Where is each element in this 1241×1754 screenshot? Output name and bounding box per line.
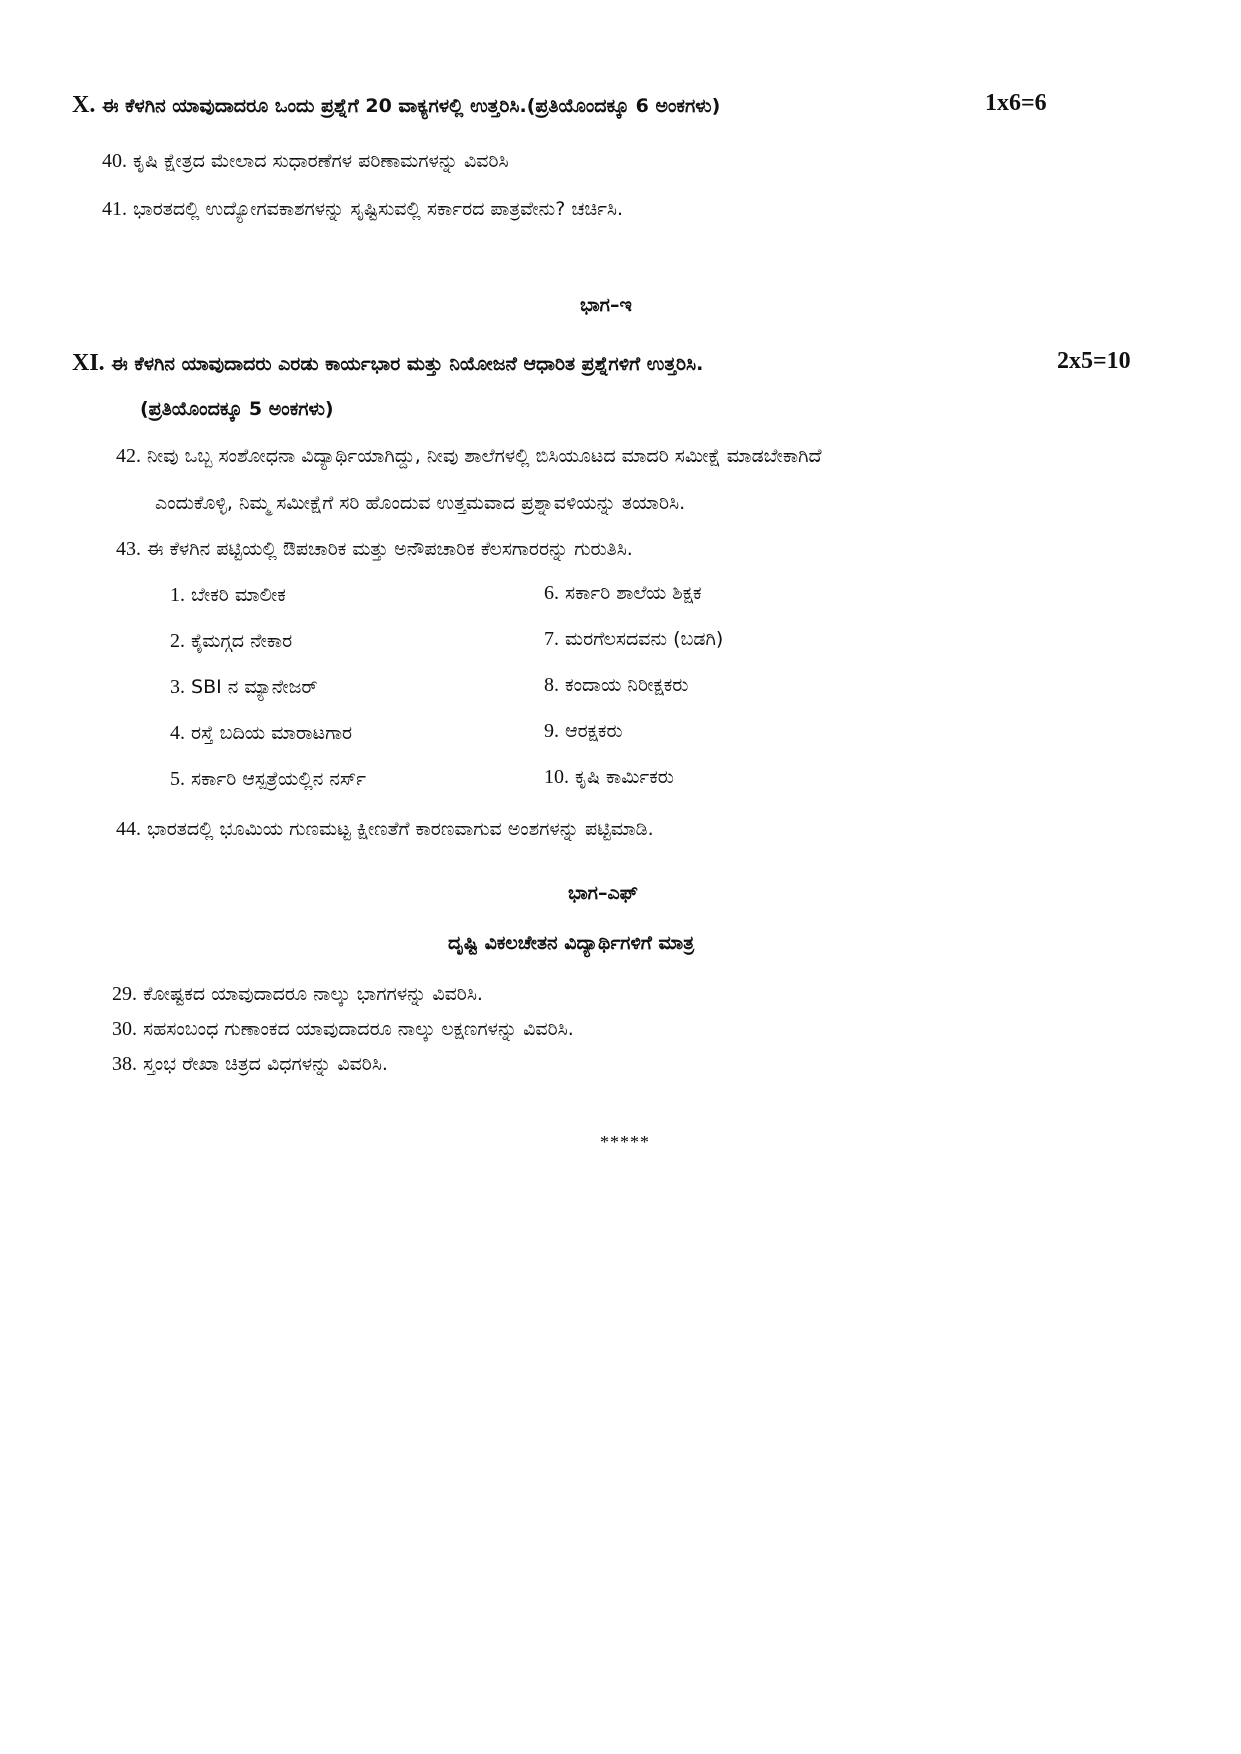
list-item-text: ಆರಕ್ಷಕರು [565,720,623,742]
section-xi-marks: 2x5=10 [1057,348,1131,374]
end-of-paper-marker: ***** [600,1132,650,1152]
list-item-text: ರಸ್ತೆ ಬದಿಯ ಮಾರಾಟಗಾರ [191,722,353,744]
list-item-number: 10. [544,766,569,788]
list-item-number: 1. [170,584,185,606]
list-item [544,582,702,605]
list-item-number: 7. [544,628,559,650]
section-x-marks: 1x6=6 [985,90,1047,116]
list-item-text: ಕಂದಾಯ ನಿರೀಕ್ಷಕರು [565,674,689,696]
section-xi-header [72,350,703,377]
question-text: ನೀವು ಒಬ್ಬ ಸಂಶೋಧನಾ ವಿದ್ಯಾರ್ಥಿಯಾಗಿದ್ದು, ನೀವು ಶಾಲೆಗಳಲ್ಲಿ ಬಿಸಿಯೂಟದ ಮಾದರಿ ಸಮೀಕ್ಷೆ ಮಾಡಬೇಕಾಗಿದೆ [147,445,822,467]
question-text: ಸ್ತಂಭ ರೇಖಾ ಚಿತ್ರದ ವಿಧಗಳನ್ನು ವಿವರಿಸಿ. [143,1053,388,1075]
question-30 [112,1018,574,1041]
question-number: 29. [112,983,137,1005]
question-text: ಸಹಸಂಬಂಧ ಗುಣಾಂಕದ ಯಾವುದಾದರೂ ನಾಲ್ಕು ಲಕ್ಷಣಗಳನ್ನು ವಿವರಿಸಿ. [143,1018,574,1040]
part-e-heading: ಭಾಗ–ಇ [580,294,632,316]
question-text: ಕೃಷಿ ಕ್ಷೇತ್ರದ ಮೇಲಾದ ಸುಧಾರಣೆಗಳ ಪರಿಣಾಮಗಳನ್ನು ವಿವರಿಸಿ [133,150,509,172]
list-item-number: 8. [544,674,559,696]
list-item [544,674,688,697]
question-number: 40. [102,150,127,172]
list-item [170,768,366,791]
question-29 [112,983,483,1006]
question-38 [112,1053,388,1076]
list-item-number: 6. [544,582,559,604]
list-item-number: 3. [170,676,185,698]
list-item [170,676,318,699]
question-number: 44. [116,818,141,840]
question-text: ಭಾರತದಲ್ಲಿ ಭೂಮಿಯ ಗುಣಮಟ್ಟ ಕ್ಷೀಣತೆಗೆ ಕಾರಣವಾಗುವ ಅಂಶಗಳನ್ನು ಪಟ್ಟಿಮಾಡಿ. [147,818,654,840]
section-xi-instruction-marks: (ಪ್ರತಿಯೊಂದಕ್ಕೂ 5 ಅಂಕಗಳು) [140,398,334,420]
question-number: 38. [112,1053,137,1075]
question-text: ಈ ಕೆಳಗಿನ ಪಟ್ಟಿಯಲ್ಲಿ ಔಪಚಾರಿಕ ಮತ್ತು ಅನೌಪಚಾರಿಕ ಕೆಲಸಗಾರರನ್ನು ಗುರುತಿಸಿ. [147,538,633,560]
question-42-continued: ಎಂದುಕೊಳ್ಳಿ, ನಿಮ್ಮ ಸಮೀಕ್ಷೆಗೆ ಸರಿ ಹೊಂದುವ ಉತ್ತಮವಾದ ಪ್ರಶ್ನಾವಳಿಯನ್ನು ತಯಾರಿಸಿ. [155,492,686,514]
section-xi-roman: XI. [72,350,105,376]
section-x-header [72,92,720,119]
list-item-number: 9. [544,720,559,742]
list-item [544,720,623,743]
list-item-number: 4. [170,722,185,744]
list-item-text: ಬೇಕರಿ ಮಾಲೀಕ [191,584,286,606]
list-item [170,722,352,745]
list-item-number: 5. [170,768,185,790]
list-item [544,628,723,651]
question-44 [116,818,654,841]
list-item [170,584,286,607]
list-item-text: ಮರಗೆಲಸದವನು (ಬಡಗಿ) [565,628,724,650]
list-item [544,766,674,789]
question-text: ಭಾರತದಲ್ಲಿ ಉದ್ಯೋಗವಕಾಶಗಳನ್ನು ಸೃಷ್ಟಿಸುವಲ್ಲಿ ಸರ್ಕಾರದ ಪಾತ್ರವೇನು? ಚರ್ಚಿಸಿ. [133,198,624,220]
list-item-text: ಸರ್ಕಾರಿ ಆಸ್ಪತ್ರೆಯಲ್ಲಿನ ನರ್ಸ್ [191,768,366,790]
list-item [170,630,292,653]
section-x-instruction: ಈ ಕೆಳಗಿನ ಯಾವುದಾದರೂ ಒಂದು ಪ್ರಶ್ನೆಗೆ 20 ವಾಕ್ಯಗಳಲ್ಲಿ ಉತ್ತರಿಸಿ.(ಪ್ರತಿಯೊಂದಕ್ಕೂ 6 ಅಂಕಗಳು) [101,95,721,117]
question-42 [116,445,822,468]
list-item-text: ಕೃಷಿ ಕಾರ್ಮಿಕರು [575,766,674,788]
question-number: 42. [116,445,141,467]
question-number: 41. [102,198,127,220]
list-item-number: 2. [170,630,185,652]
list-item-text: SBI ನ ಮ್ಯಾನೇಜರ್ [191,676,318,698]
section-x-roman: X. [72,92,96,118]
question-43 [116,538,633,561]
question-40 [102,150,509,173]
list-item-text: ಸರ್ಕಾರಿ ಶಾಲೆಯ ಶಿಕ್ಷಕ [565,582,702,604]
part-f-heading: ಭಾಗ–ಎಫ್ [568,882,638,904]
list-item-text: ಕೈಮಗ್ಗದ ನೇಕಾರ [191,630,293,652]
part-f-subheading: ದೃಷ್ಟಿ ವಿಕಲಚೇತನ ವಿದ್ಯಾರ್ಥಿಗಳಿಗೆ ಮಾತ್ರ [448,932,695,954]
question-number: 43. [116,538,141,560]
question-41 [102,198,623,221]
question-text: ಕೋಷ್ಟಕದ ಯಾವುದಾದರೂ ನಾಲ್ಕು ಭಾಗಗಳನ್ನು ವಿವರಿಸಿ. [143,983,483,1005]
question-number: 30. [112,1018,137,1040]
section-xi-instruction: ಈ ಕೆಳಗಿನ ಯಾವುದಾದರು ಎರಡು ಕಾರ್ಯಭಾರ ಮತ್ತು ನಿಯೋಜನೆ ಆಧಾರಿತ ಪ್ರಶ್ನೆಗಳಿಗೆ ಉತ್ತರಿಸಿ. [111,353,704,375]
